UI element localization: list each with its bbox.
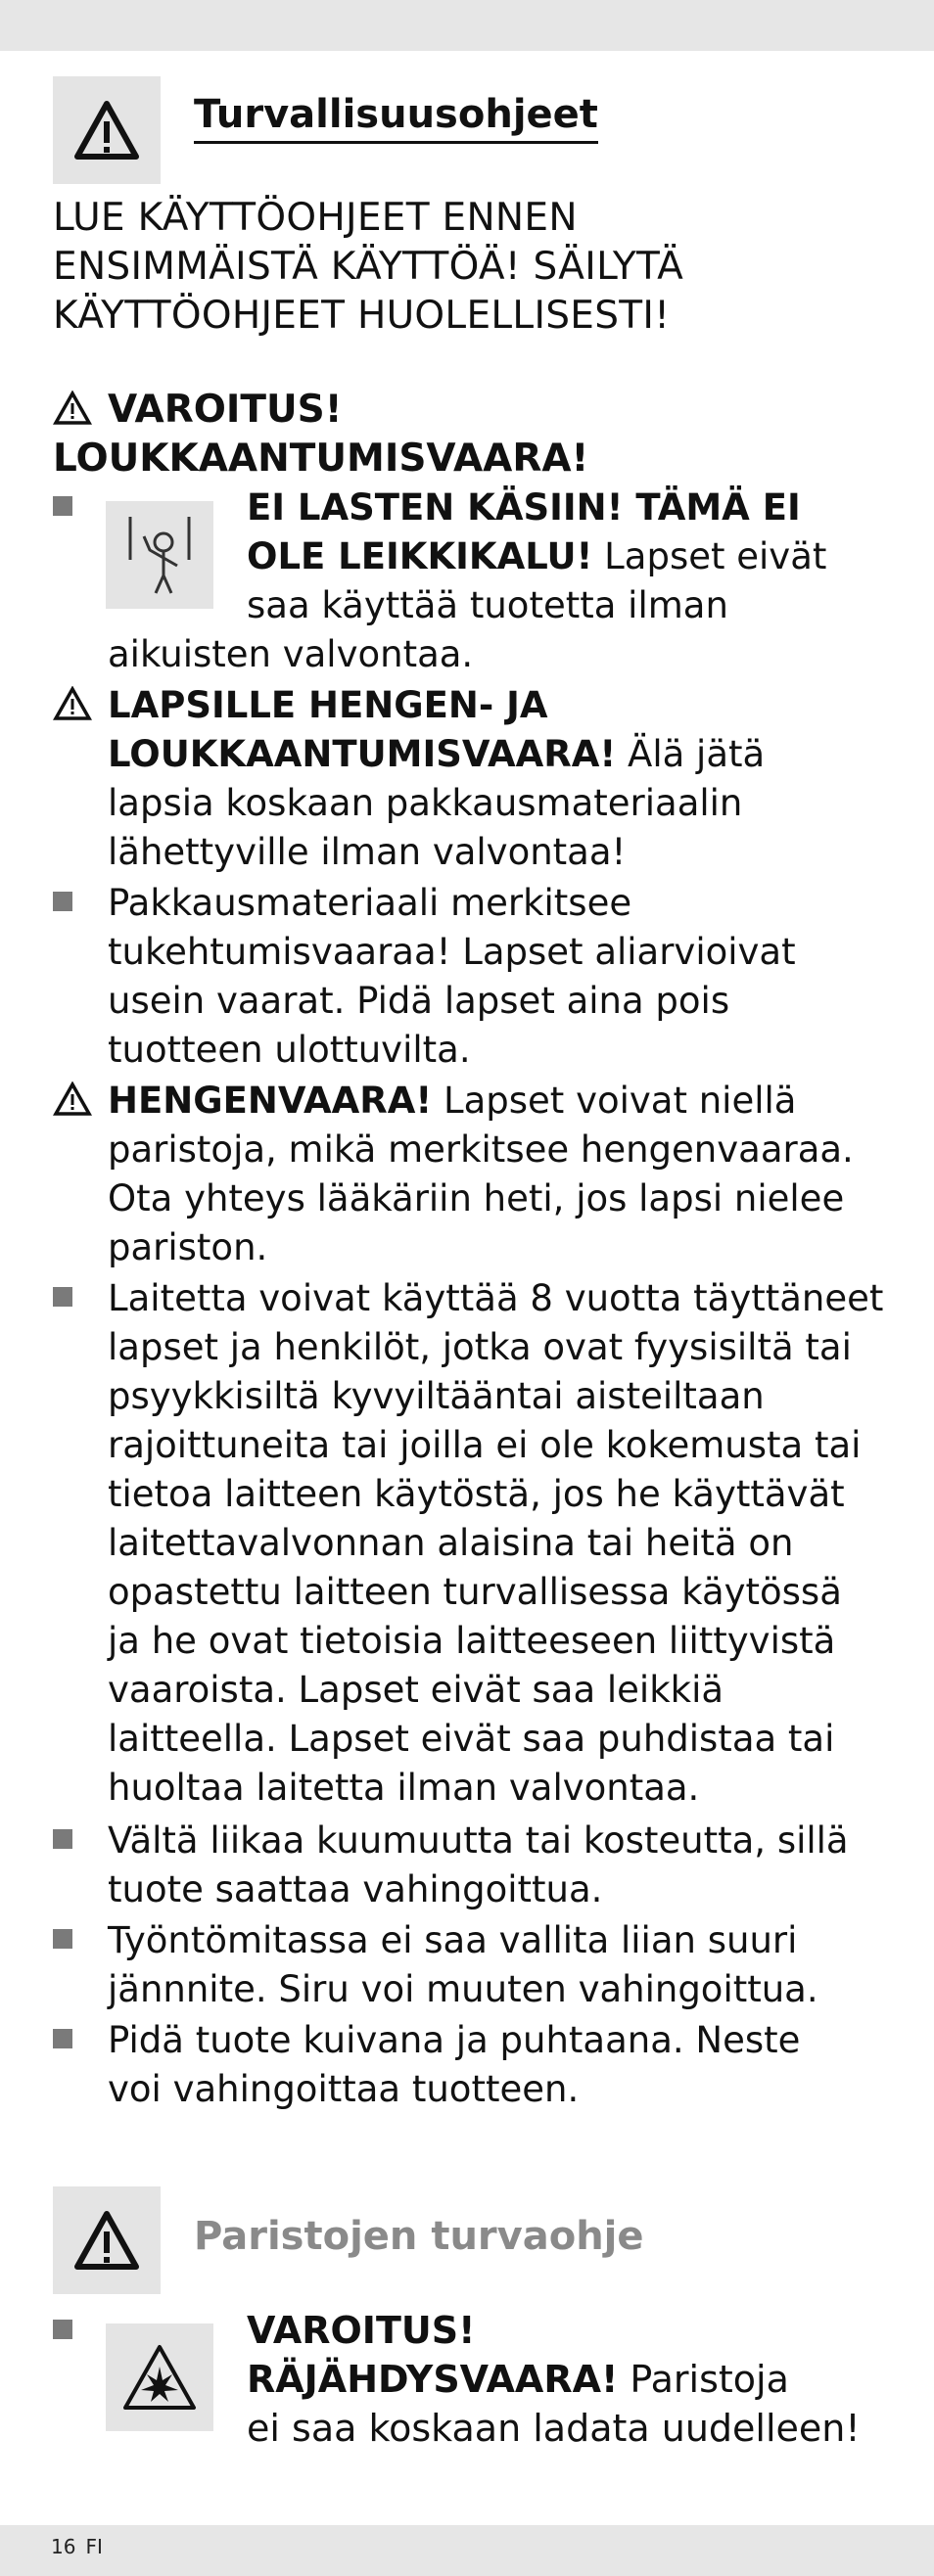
section-title-batteries: Paristojen turvaohje xyxy=(194,2214,644,2259)
item-text: saa käyttää tuotetta ilman xyxy=(247,584,728,626)
intro-line: LUE KÄYTTÖOHJEET ENNEN xyxy=(53,196,578,240)
item-text: opastettu laitteen turvallisessa käytössä xyxy=(108,1571,842,1613)
list-item xyxy=(53,2016,800,2114)
item-text: Pidä tuote kuivana ja puhtaana. Neste xyxy=(108,2019,801,2061)
item-text: Pakkausmateriaali merkitsee xyxy=(108,882,632,924)
item-text: Ota yhteys lääkäriin heti, jos lapsi nielee xyxy=(108,1177,845,1219)
warning-small-icon xyxy=(53,391,92,426)
bullet-square-icon xyxy=(53,2320,72,2339)
list-item xyxy=(53,2306,861,2453)
item-text: Vältä liikaa kuumuutta tai kosteutta, sillä xyxy=(108,1819,849,1862)
item-text: paristoja, mikä merkitsee hengenvaaraa. xyxy=(108,1128,854,1171)
item-text: vaaroista. Lapset eivät saa leikkiä xyxy=(108,1669,724,1711)
item-text: rajoittuneita tai joilla ei ole kokemusta tai xyxy=(108,1424,862,1466)
bullet-square-icon xyxy=(53,1829,72,1849)
item-text: tuotteen ulottuvilta. xyxy=(108,1029,471,1071)
list-item xyxy=(53,1817,849,1914)
intro-uppercase xyxy=(53,194,683,341)
bullet-square-icon xyxy=(53,2029,72,2048)
item-text: tietoa laitteen käytöstä, jos he käyttävät xyxy=(108,1473,845,1515)
page-number: 16 xyxy=(51,2535,76,2558)
item-text: laitteella. Lapset eivät saa puhdistaa tai xyxy=(108,1718,835,1760)
page-footer xyxy=(51,2535,113,2558)
item-text: Paristoja xyxy=(618,2358,789,2401)
item-text: usein vaarat. Pidä lapset aina pois xyxy=(108,980,730,1022)
list-item xyxy=(53,1274,883,1813)
bottom-bar xyxy=(0,2525,934,2576)
top-bar xyxy=(0,0,934,51)
list-item xyxy=(53,879,796,1075)
item-text: Älä jätä xyxy=(616,733,766,775)
item-bold: LAPSILLE HENGEN- JA xyxy=(108,684,548,726)
bullet-square-icon xyxy=(53,496,72,516)
section-title-safety: Turvallisuusohjeet xyxy=(194,92,598,144)
language-code: FI xyxy=(85,2535,103,2558)
item-text: tuote saattaa vahingoittua. xyxy=(108,1868,603,1910)
item-text: Työntömitassa ei saa vallita liian suuri xyxy=(108,1919,798,1961)
item-bold: HENGENVAARA! xyxy=(108,1080,433,1122)
intro-line: ENSIMMÄISTÄ KÄYTTÖÄ! SÄILYTÄ xyxy=(53,245,684,289)
list-item xyxy=(53,1916,818,2014)
item-text: tukehtumisvaaraa! Lapset aliarvioivat xyxy=(108,931,796,973)
warning-small-icon xyxy=(53,686,92,721)
warning-small-icon xyxy=(53,1081,92,1117)
item-bold: OLE LEIKKIKALU! xyxy=(247,535,593,577)
warning-triangle-icon xyxy=(53,2186,161,2294)
list-item xyxy=(53,1077,854,1272)
list-item xyxy=(53,483,826,679)
item-text: Laitetta voivat käyttää 8 vuotta täyttäneet xyxy=(108,1277,884,1319)
item-text: huoltaa laitetta ilman valvontaa. xyxy=(108,1767,700,1809)
item-text: psyykkisiltä kyvyiltääntai aisteiltaan xyxy=(108,1375,765,1417)
item-text: lähettyville ilman valvontaa! xyxy=(108,831,627,873)
warning-triangle-icon xyxy=(53,76,161,184)
item-text: pariston. xyxy=(108,1226,268,1268)
item-text: ja he ovat tietoisia laitteeseen liittyvistä xyxy=(108,1620,836,1662)
item-text: lapset ja henkilöt, jotka ovat fyysisiltä tai xyxy=(108,1326,852,1368)
item-text: aikuisten valvontaa. xyxy=(108,633,474,675)
warning-label: VAROITUS! xyxy=(108,388,343,432)
intro-line: KÄYTTÖOHJEET HUOLELLISESTI! xyxy=(53,294,671,338)
item-text: ei saa koskaan ladata uudelleen! xyxy=(247,2407,861,2450)
item-text: laitettavalvonnan alaisina tai heitä on xyxy=(108,1522,794,1564)
bullet-square-icon xyxy=(53,1287,72,1307)
item-text: Lapset voivat niellä xyxy=(432,1080,797,1122)
item-bold: RÄJÄHDYSVAARA! xyxy=(247,2358,619,2401)
item-text: lapsia koskaan pakkausmateriaalin xyxy=(108,782,743,824)
warning-label: LOUKKAANTUMISVAARA! xyxy=(53,437,589,481)
item-bold: VAROITUS! xyxy=(247,2309,476,2352)
bullet-square-icon xyxy=(53,1929,72,1949)
item-bold: LOUKKAANTUMISVAARA! xyxy=(108,733,617,775)
bullet-square-icon xyxy=(53,892,72,911)
item-text: jännnite. Siru voi muuten vahingoittua. xyxy=(108,1968,818,2010)
item-text: voi vahingoittaa tuotteen. xyxy=(108,2068,580,2110)
list-item xyxy=(53,681,765,877)
item-bold: EI LASTEN KÄSIIN! TÄMÄ EI xyxy=(247,486,801,529)
item-text: Lapset eivät xyxy=(592,535,827,577)
warning-heading xyxy=(53,386,588,483)
